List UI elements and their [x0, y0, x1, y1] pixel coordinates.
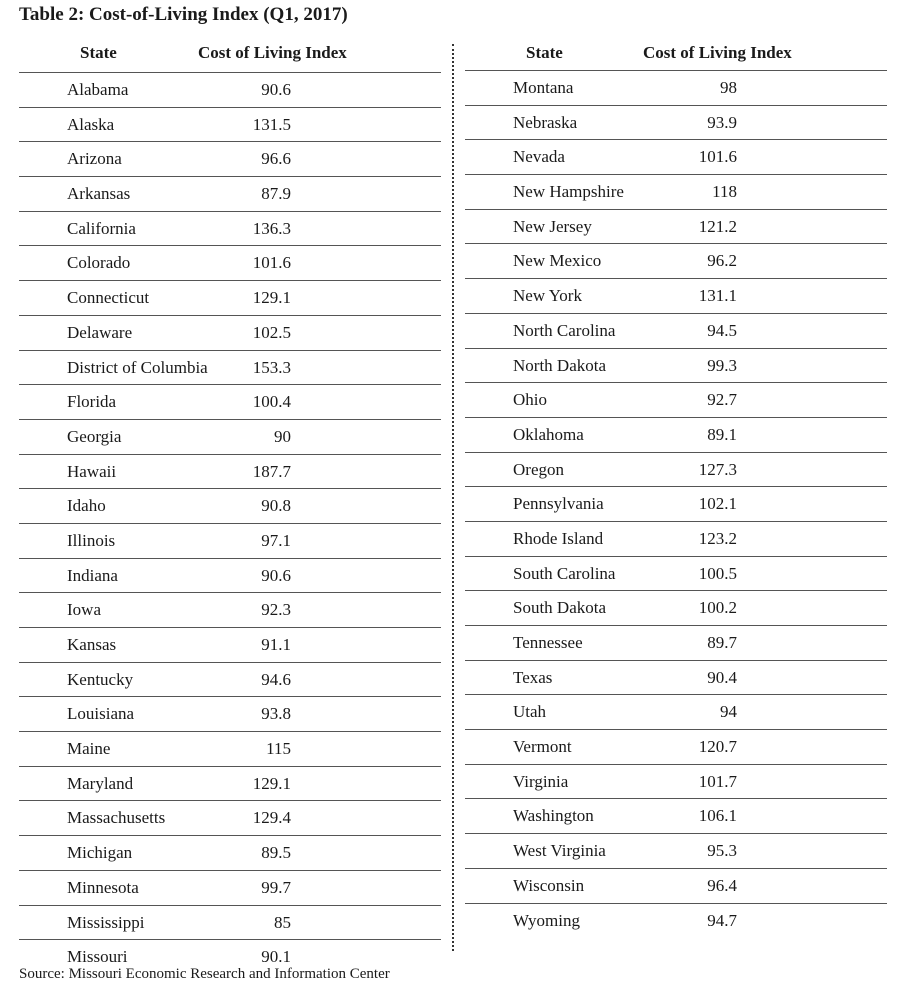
table-row — [19, 732, 441, 767]
source-note: Source: Missouri Economic Research and Information Center — [19, 966, 390, 982]
index-value-cell: 93.9 — [707, 112, 737, 132]
index-value-cell: 102.1 — [698, 494, 737, 514]
table-row — [19, 420, 441, 455]
index-value-cell: 129.1 — [252, 773, 291, 793]
state-cell: Georgia — [67, 426, 122, 446]
index-value-cell: 87.9 — [261, 184, 291, 204]
state-column-header: State — [526, 43, 563, 62]
index-value-cell: 100.4 — [252, 392, 291, 412]
state-cell: New York — [513, 286, 582, 306]
table-row — [19, 73, 441, 108]
state-cell: Wisconsin — [513, 875, 585, 895]
state-cell: Alaska — [67, 114, 115, 134]
table-row — [465, 279, 887, 314]
table-row — [465, 383, 887, 418]
column-divider — [452, 44, 454, 951]
index-value-cell: 90.4 — [707, 667, 737, 687]
index-value-cell: 97.1 — [261, 530, 291, 550]
table-row — [19, 524, 441, 559]
state-cell: Pennsylvania — [513, 494, 604, 514]
state-cell: Oklahoma — [513, 424, 584, 444]
table-row — [19, 108, 441, 143]
right-table-body — [465, 71, 887, 937]
state-cell: North Dakota — [513, 355, 607, 375]
table-row — [19, 697, 441, 732]
state-cell: Hawaii — [67, 461, 117, 481]
index-value-cell: 120.7 — [698, 737, 737, 757]
table-row — [465, 695, 887, 730]
state-cell: Kentucky — [67, 669, 134, 689]
index-value-cell: 100.5 — [698, 563, 737, 583]
index-value-cell: 129.4 — [252, 808, 291, 828]
index-value-cell: 129.1 — [252, 288, 291, 308]
table-row — [465, 591, 887, 626]
state-cell: Texas — [513, 667, 553, 687]
index-value-cell: 94.5 — [707, 320, 737, 340]
state-cell: Montana — [513, 78, 574, 97]
table-row — [19, 316, 441, 351]
state-cell: Missouri — [67, 947, 128, 967]
index-value-cell: 92.3 — [261, 600, 291, 620]
state-cell: District of Columbia — [67, 357, 208, 377]
state-cell: New Jersey — [513, 216, 592, 236]
state-cell: Idaho — [67, 496, 106, 516]
state-cell: Illinois — [67, 530, 116, 550]
table-row — [19, 801, 441, 836]
state-cell: Delaware — [67, 322, 133, 342]
index-value-cell: 95.3 — [707, 841, 737, 861]
index-value-cell: 90 — [274, 426, 291, 446]
index-value-cell: 90.8 — [261, 496, 291, 516]
table-row — [465, 106, 887, 141]
index-value-cell: 89.1 — [707, 424, 737, 444]
table-row — [465, 522, 887, 557]
index-value-cell: 85 — [274, 912, 291, 932]
right-table — [465, 40, 887, 937]
index-value-cell: 101.7 — [698, 771, 737, 791]
state-cell: Tennessee — [513, 633, 583, 652]
index-value-cell: 118 — [712, 182, 737, 202]
index-value-cell: 96.6 — [261, 149, 291, 169]
index-value-cell: 101.6 — [698, 147, 737, 167]
table-row — [465, 834, 887, 869]
state-cell: Michigan — [67, 843, 133, 863]
state-cell: Washington — [513, 806, 594, 826]
table-row — [19, 836, 441, 871]
table-row — [19, 663, 441, 698]
right-table-header — [465, 40, 887, 71]
table-row — [465, 730, 887, 765]
table-row — [19, 767, 441, 802]
state-cell: Arizona — [67, 149, 122, 169]
table-row — [465, 210, 887, 245]
index-value-cell: 115 — [266, 739, 291, 759]
index-value-cell: 123.2 — [698, 528, 737, 548]
table-row — [19, 871, 441, 906]
index-value-cell: 102.5 — [252, 322, 291, 342]
table-row — [19, 455, 441, 490]
index-value-cell: 92.7 — [707, 390, 737, 410]
index-value-cell: 91.1 — [261, 635, 291, 654]
table-row — [465, 418, 887, 453]
table-row — [465, 799, 887, 834]
index-value-cell: 121.2 — [698, 216, 737, 236]
state-cell: New Mexico — [513, 251, 602, 271]
state-cell: Wyoming — [513, 910, 580, 930]
state-cell: North Carolina — [513, 320, 616, 340]
index-value-cell: 90.1 — [261, 947, 291, 967]
state-cell: South Dakota — [513, 598, 607, 618]
index-value-cell: 127.3 — [698, 459, 737, 479]
table-title: Table 2: Cost-of-Living Index (Q1, 2017) — [19, 4, 348, 25]
index-value-cell: 187.7 — [252, 461, 291, 481]
state-cell: Louisiana — [67, 704, 135, 724]
state-cell: Nevada — [513, 147, 565, 167]
index-value-cell: 94.7 — [707, 910, 737, 930]
table-row — [19, 628, 441, 663]
index-value-cell: 90.6 — [261, 80, 291, 99]
table-row — [19, 593, 441, 628]
table-row — [19, 559, 441, 594]
state-cell: Massachusetts — [67, 808, 166, 828]
table-row — [465, 453, 887, 488]
table-row — [19, 142, 441, 177]
left-table-body — [19, 73, 441, 974]
index-value-cell: 131.1 — [698, 286, 737, 306]
state-cell: Nebraska — [513, 112, 578, 132]
index-value-cell: 89.5 — [261, 843, 291, 863]
state-cell: Connecticut — [67, 288, 150, 308]
index-value-cell: 99.7 — [261, 877, 291, 897]
table-row — [465, 869, 887, 904]
index-value-cell: 96.2 — [707, 251, 737, 271]
state-cell: Mississippi — [67, 912, 145, 932]
left-table-header — [19, 40, 441, 73]
left-table — [19, 40, 441, 974]
state-cell: West Virginia — [513, 841, 606, 861]
index-value-cell: 106.1 — [698, 806, 737, 826]
table-row — [465, 557, 887, 592]
index-column-header: Cost of Living Index — [198, 43, 347, 62]
state-cell: Minnesota — [67, 877, 139, 897]
index-value-cell: 96.4 — [707, 875, 737, 895]
state-cell: Maryland — [67, 773, 134, 793]
index-value-cell: 99.3 — [707, 355, 737, 375]
table-row — [465, 175, 887, 210]
index-value-cell: 98 — [720, 78, 737, 97]
state-cell: South Carolina — [513, 563, 616, 583]
state-cell: Arkansas — [67, 184, 131, 204]
state-cell: Rhode Island — [513, 528, 604, 548]
table-row — [19, 385, 441, 420]
state-cell: Maine — [67, 739, 111, 759]
table-row — [19, 281, 441, 316]
table-row — [465, 71, 887, 106]
table-row — [465, 349, 887, 384]
table-row — [465, 314, 887, 349]
index-value-cell: 94.6 — [261, 669, 291, 689]
table-row — [19, 212, 441, 247]
table-row — [19, 177, 441, 212]
state-cell: Vermont — [513, 737, 572, 757]
state-cell: Ohio — [513, 390, 547, 410]
index-value-cell: 153.3 — [252, 357, 291, 377]
state-cell: New Hampshire — [513, 182, 624, 202]
index-column-header: Cost of Living Index — [643, 43, 792, 62]
state-cell: Virginia — [513, 771, 569, 791]
state-column-header: State — [80, 43, 117, 62]
index-value-cell: 101.6 — [252, 253, 291, 273]
table-row — [19, 351, 441, 386]
table-row — [465, 904, 887, 938]
state-cell: Colorado — [67, 253, 131, 273]
state-cell: Oregon — [513, 459, 564, 479]
table-row — [19, 906, 441, 941]
index-value-cell: 93.8 — [261, 704, 291, 724]
state-cell: Florida — [67, 392, 117, 412]
table-row — [465, 487, 887, 522]
state-cell: California — [67, 218, 136, 238]
table-row — [465, 244, 887, 279]
table-row — [465, 765, 887, 800]
index-value-cell: 100.2 — [698, 598, 737, 618]
state-cell: Iowa — [67, 600, 101, 620]
index-value-cell: 131.5 — [252, 114, 291, 134]
index-value-cell: 90.6 — [261, 565, 291, 585]
state-cell: Utah — [513, 702, 547, 722]
index-value-cell: 94 — [720, 702, 737, 722]
state-cell: Alabama — [67, 80, 129, 99]
table-row — [465, 661, 887, 696]
table-row — [19, 246, 441, 281]
state-cell: Kansas — [67, 635, 117, 654]
table-row — [19, 489, 441, 524]
index-value-cell: 136.3 — [252, 218, 291, 238]
table-row — [465, 626, 887, 661]
index-value-cell: 89.7 — [707, 633, 737, 652]
table-row — [465, 140, 887, 175]
state-cell: Indiana — [67, 565, 118, 585]
